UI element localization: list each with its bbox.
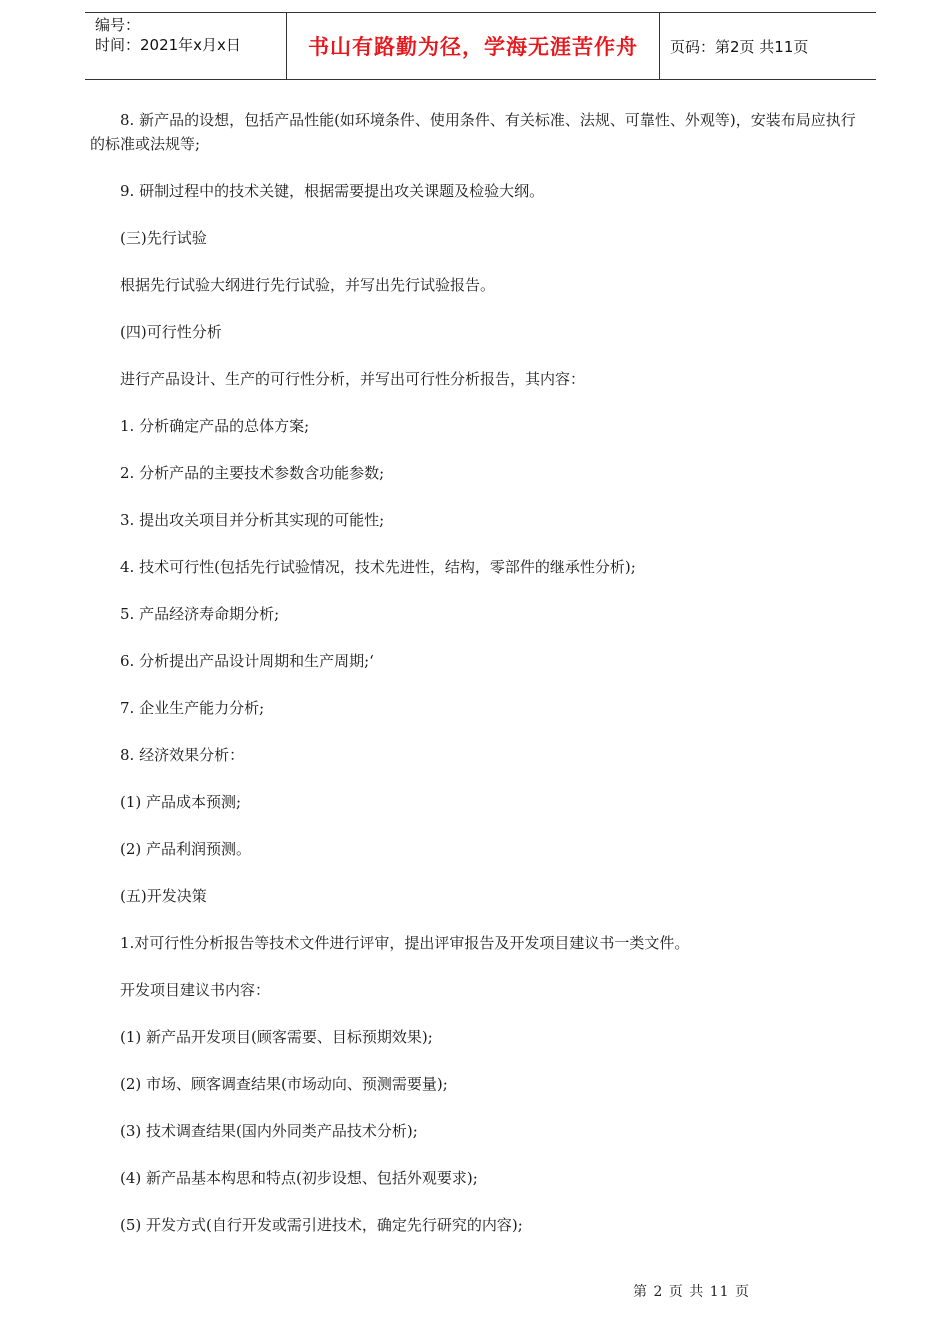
paragraph: 进行产品设计、生产的可行性分析，并写出可行性分析报告，其内容： xyxy=(120,370,586,388)
document-time-label: 时间：2021年x月x日 xyxy=(95,36,241,54)
list-item: 5. 产品经济寿命期分析; xyxy=(120,605,280,623)
list-item: (5) 开发方式(自行开发或需引进技术，确定先行研究的内容); xyxy=(120,1216,523,1234)
header-page-info: 页码：第2页 共11页 xyxy=(670,37,809,56)
list-item: (1) 新产品开发项目(顾客需要、目标预期效果); xyxy=(120,1028,433,1046)
section-heading: (五)开发决策 xyxy=(120,887,207,905)
section-heading: (四)可行性分析 xyxy=(120,323,222,341)
list-item: 4. 技术可行性(包括先行试验情况，技术先进性，结构，零部件的继承性分析); xyxy=(120,558,636,576)
document-body xyxy=(90,108,870,1260)
document-number-label: 编号： xyxy=(95,16,141,34)
list-item: 1. 分析确定产品的总体方案; xyxy=(120,417,310,435)
list-item: (2) 市场、顾客调查结果(市场动向、预测需要量); xyxy=(120,1075,448,1093)
paragraph: 1.对可行性分析报告等技术文件进行评审，提出评审报告及开发项目建议书一类文件。 xyxy=(120,934,690,952)
paragraph: 9. 研制过程中的技术关键，根据需要提出攻关课题及检验大纲。 xyxy=(120,182,545,200)
paragraph: 根据先行试验大纲进行先行试验，并写出先行试验报告。 xyxy=(120,276,496,294)
list-item: 2. 分析产品的主要技术参数含功能参数; xyxy=(120,464,385,482)
list-item: 3. 提出攻关项目并分析其实现的可能性; xyxy=(120,511,385,529)
list-item: 6. 分析提出产品设计周期和生产周期;‘ xyxy=(120,652,374,670)
list-item: (3) 技术调查结果(国内外同类产品技术分析); xyxy=(120,1122,418,1140)
page-header xyxy=(85,12,876,80)
page-footer: 第 2 页 共 11 页 xyxy=(633,1284,750,1300)
section-heading: (三)先行试验 xyxy=(120,229,207,247)
paragraph: 8. 新产品的设想，包括产品性能(如环境条件、使用条件、有关标准、法规、可靠性、外观等)，安装布局应执行的标准或法规等; xyxy=(90,111,856,153)
header-meta xyxy=(85,13,287,79)
header-motto: 书山有路勤为径，学海无涯苦作舟 xyxy=(287,13,660,79)
paragraph: 开发项目建议书内容： xyxy=(120,981,271,999)
list-item: (1) 产品成本预测; xyxy=(120,793,242,811)
list-item: (4) 新产品基本构思和特点(初步设想、包括外观要求); xyxy=(120,1169,478,1187)
list-item: 8. 经济效果分析： xyxy=(120,746,245,764)
list-item: 7. 企业生产能力分析; xyxy=(120,699,265,717)
list-item: (2) 产品利润预测。 xyxy=(120,840,252,858)
